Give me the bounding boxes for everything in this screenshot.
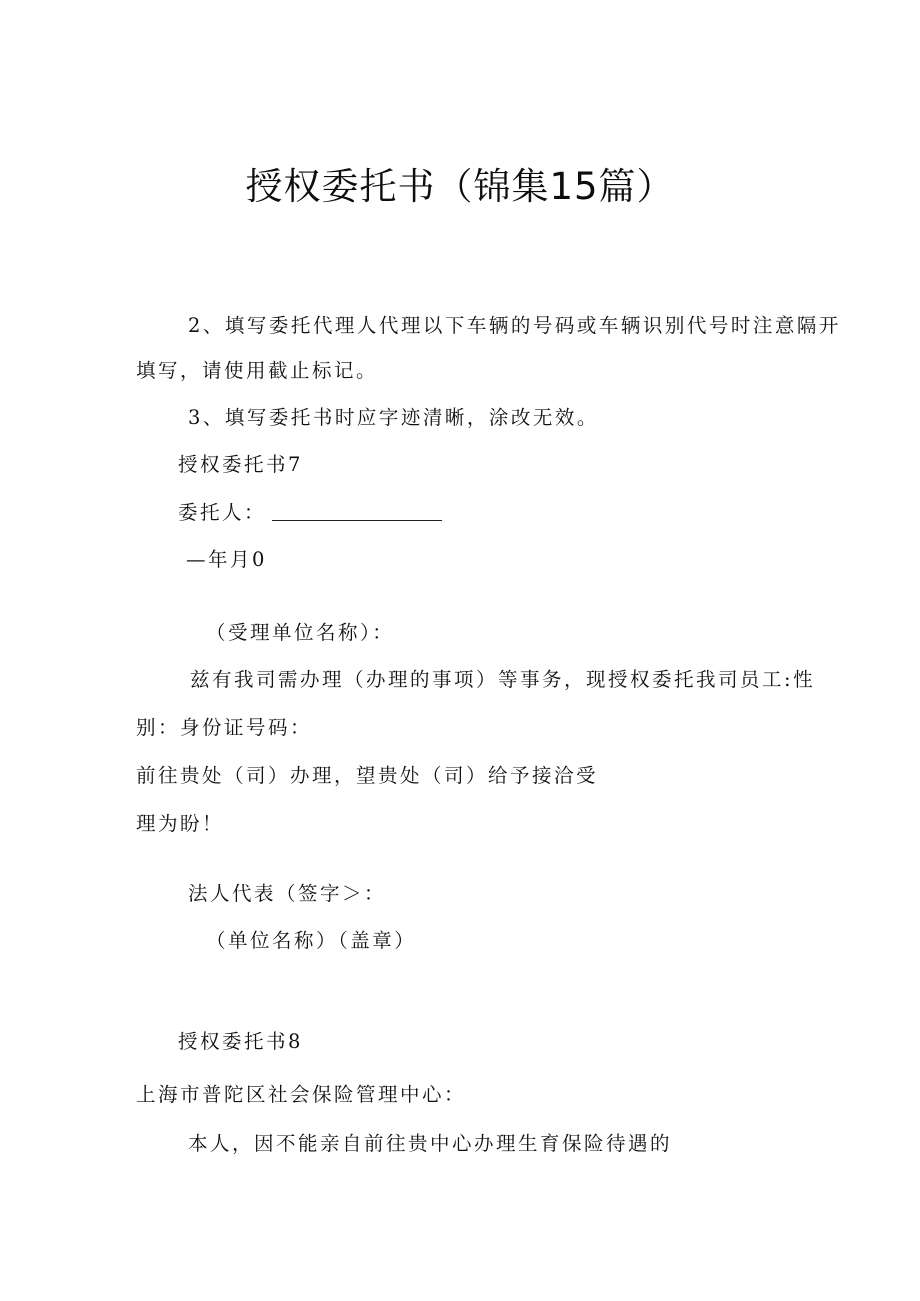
paragraph-line: 兹有我司需办理（办理的事项）等事务，现授权委托我司员工:性 (190, 668, 816, 691)
paragraph-line: 3、填写委托书时应字迹清晰，涂改无效。 (188, 406, 599, 429)
paragraph-line: 本人，因不能亲自前往贵中心办理生育保险待遇的 (188, 1132, 673, 1155)
signature-line: 法人代表（签字＞： (188, 882, 387, 905)
principal-label: 委托人： (178, 501, 267, 524)
paragraph-line: 理为盼！ (136, 812, 225, 835)
paragraph-line: 前往贵处（司）办理，望贵处（司）给予接洽受 (136, 764, 599, 787)
seal-line: （单位名称）（盖章） (206, 929, 417, 952)
principal-blank-underline (272, 502, 442, 521)
paragraph-line: 别：身份证号码： (136, 716, 313, 739)
principal-line (178, 499, 442, 527)
date-line: —年月0 (186, 548, 267, 571)
paragraph-line: 2、填写委托代理人代理以下车辆的号码或车辆识别代号时注意隔开 (188, 314, 841, 337)
document-title: 授权委托书（锦集15篇） (245, 165, 675, 208)
recipient-line: （受理单位名称）： (206, 621, 395, 644)
section-heading: 授权委托书8 (178, 1030, 303, 1053)
section-heading: 授权委托书7 (178, 453, 303, 476)
paragraph-line: 填写，请使用截止标记。 (136, 359, 379, 382)
recipient-line: 上海市普陀区社会保险管理中心： (136, 1083, 467, 1106)
